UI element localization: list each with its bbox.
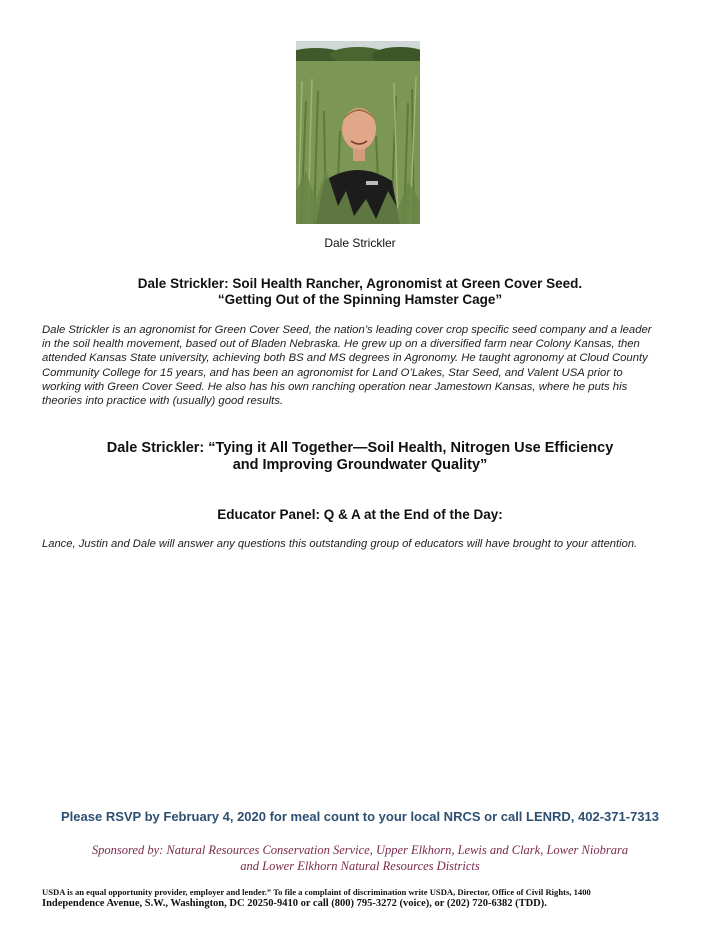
talk-1-title: Dale Strickler: Soil Health Rancher, Agronomist at Green Cover Seed.: [137, 276, 583, 291]
panel-heading: Educator Panel: Q & A at the End of the Day:: [217, 507, 503, 522]
usda-line-1: USDA is an equal opportunity provider, employer and lender.” To file a complaint of discrimination write USDA, Director, Office of Civil Rights, 1400: [42, 887, 591, 897]
sponsor-credits: [60, 842, 660, 874]
panel-description: Lance, Justin and Dale will answer any questions this outstanding group of educators will have brought to your attention.: [42, 538, 638, 550]
usda-line-2: Independence Avenue, S.W., Washington, DC 20250-9410 or call (800) 795-3272 (voice), or (202) 720-6382 (TDD).: [42, 898, 547, 909]
talk-1-heading: [60, 276, 660, 308]
talk-2-heading: [60, 440, 660, 474]
bio-line: working with Green Cover Seed. He also has his own ranching operation near Jamestown Kansas, where he puts his: [42, 380, 628, 393]
sponsor-line-2: and Lower Elkhorn Natural Resources Districts: [240, 859, 480, 873]
bio-line: Community College for 15 years, and has been an agronomist for Land O’Lakes, Star Seed, and Valent USA prior to: [42, 366, 623, 379]
speaker-photo: [296, 41, 420, 224]
talk-2-title: Dale Strickler: “Tying it All Together—Soil Health, Nitrogen Use Efficiency: [106, 440, 614, 456]
bio-line: in the soil health movement, based out of Bladen Nebraska. He grew up on a diversified farm near Colony Kansas, then: [42, 338, 640, 351]
bio-line: Dale Strickler is an agronomist for Green Cover Seed, the nation’s leading cover crop specific seed company and a leader: [42, 324, 652, 336]
speaker-bio: [42, 323, 682, 408]
sponsor-line-1: Sponsored by: Natural Resources Conservation Service, Upper Elkhorn, Lewis and Clark, Lower Niobrara: [91, 843, 629, 857]
photo-caption: Dale Strickler: [324, 236, 396, 250]
usda-disclaimer: [42, 887, 692, 909]
bio-line: attended Kansas State university, achieving both BS and MS degrees in Agronomy. He taught agronomy at Cloud County: [42, 352, 648, 365]
bio-line: theories into practice with (usually) good results.: [42, 395, 284, 408]
rsvp-notice: Please RSVP by February 4, 2020 for meal count to your local NRCS or call LENRD, 402-371-7313: [61, 809, 659, 824]
talk-1-subtitle: “Getting Out of the Spinning Hamster Cage”: [217, 292, 503, 307]
talk-2-subtitle: and Improving Groundwater Quality”: [232, 457, 488, 473]
